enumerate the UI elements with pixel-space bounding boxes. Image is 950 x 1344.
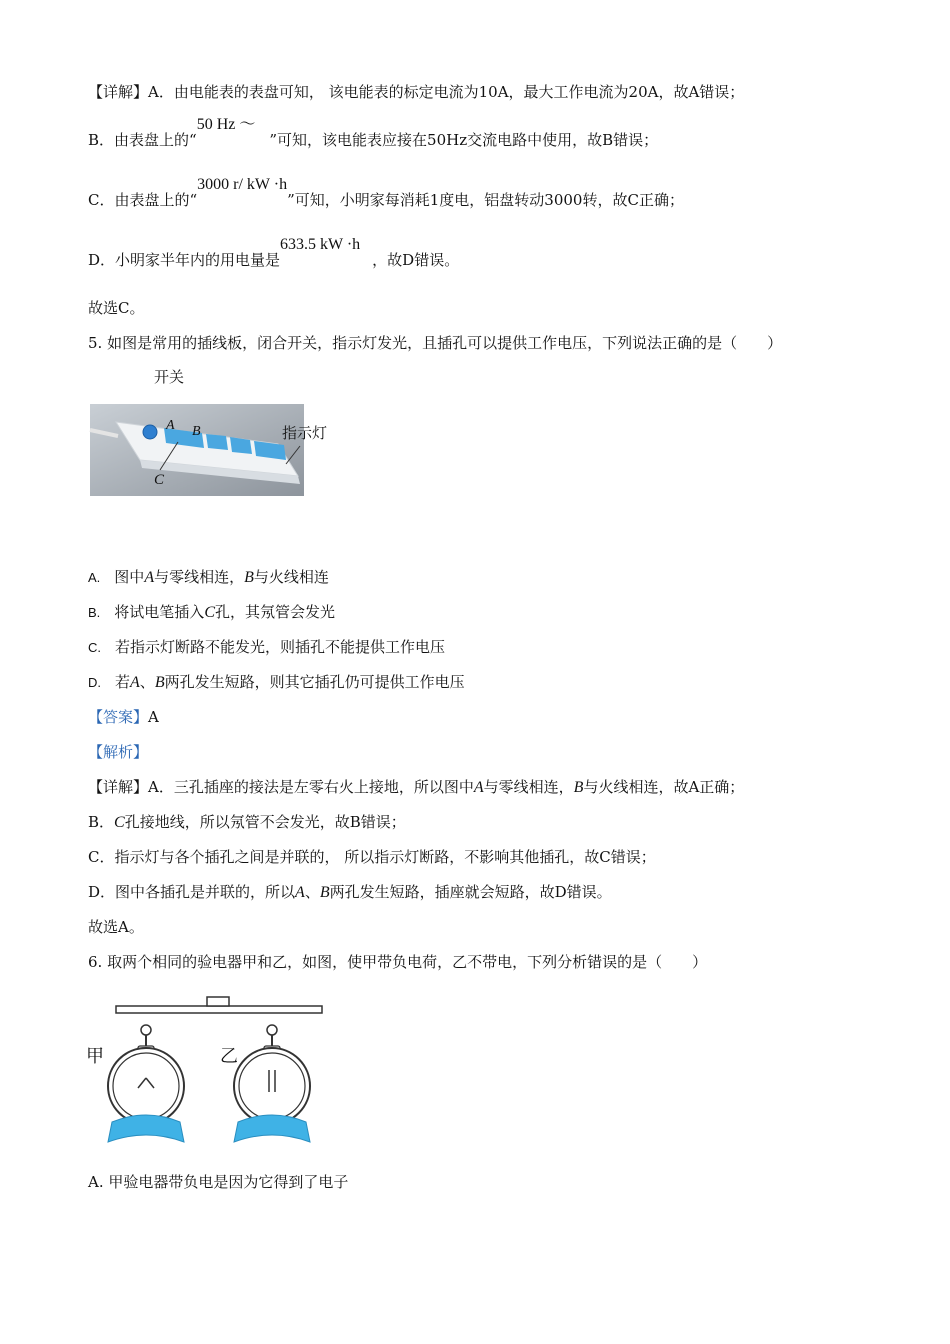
switch-label: 开关: [154, 368, 185, 386]
detail-tag: 【详解】: [88, 83, 149, 101]
hole-a-label: A: [166, 418, 175, 433]
q6-stem: 6. 取两个相同的验电器甲和乙，如图，使甲带负电荷，乙不带电，下列分析错误的是（ ）: [88, 953, 708, 971]
q5-detail-d: D．图中各插孔是并联的，所以A、B两孔发生短路，插座就会短路，故D错误。: [88, 883, 612, 901]
q5-detail-c: C．指示灯与各个插孔之间是并联的， 所以指示灯断路，不影响其他插孔，故C错误；: [88, 848, 656, 866]
q5-option-a: A. 图中A与零线相连，B与火线相连: [88, 568, 329, 586]
q4-detail-b: B．由表盘上的“50 Hz ～”可知，该电能表应接在50Hz交流电路中使用，故B错误；: [88, 116, 659, 149]
q5-answer: 【答案】A: [88, 708, 159, 726]
indicator-label: 指示灯: [282, 424, 328, 442]
answer-tag: 【答案】: [88, 708, 149, 726]
hole-b-label: B: [192, 424, 201, 439]
q5-detail-b: B．C孔接地线，所以氖管不会发光，故B错误；: [88, 813, 406, 831]
q5-option-c: C. 若指示灯断路不能发光，则插孔不能提供工作电压: [88, 638, 446, 656]
frequency-formula: 50 Hz ～: [196, 116, 256, 133]
q5-option-d: D. 若A、B两孔发生短路，则其它插孔仍可提供工作电压: [88, 673, 465, 691]
power-strip-figure: [88, 360, 338, 500]
q5-detail-a: 【详解】A．三孔插座的接法是左零右火上接地，所以图中A与零线相连，B与火线相连，故A正确；: [88, 778, 745, 796]
electroscope-a-label: 甲: [86, 1046, 104, 1067]
hole-c-label: C: [154, 472, 165, 488]
q4-detail-a: 【详解】A．由电能表的表盘可知， 该电能表的标定电流为10A，最大工作电流为20A，故A错误；: [88, 83, 745, 101]
q5-analysis-tag: 【解析】: [88, 743, 149, 761]
revolution-formula: 3000 r/ kW ·h: [197, 176, 288, 193]
q4-detail-c: C．由表盘上的“3000 r/ kW ·h”可知，小明家每消耗1度电，铝盘转动3000转，故C正确；: [88, 176, 684, 209]
q4-detail-d: D．小明家半年内的用电量是633.5 kW ·h，故D错误。: [88, 236, 460, 269]
electroscope-figure: [86, 990, 336, 1150]
electroscope-b-label: 乙: [220, 1046, 238, 1067]
q6-option-a: A. 甲验电器带负电是因为它得到了电子: [88, 1173, 349, 1191]
q5-conclusion: 故选A。: [88, 918, 144, 936]
energy-formula: 633.5 kW ·h: [280, 236, 361, 253]
electroscope-image: [86, 990, 336, 1150]
q5-option-b: B. 将试电笔插入C孔，其氖管会发光: [88, 603, 335, 621]
q4-conclusion: 故选C。: [88, 299, 145, 317]
q5-stem: 5. 如图是常用的插线板，闭合开关，指示灯发光，且插孔可以提供工作电压，下列说法正确的是（ ）: [88, 334, 783, 352]
